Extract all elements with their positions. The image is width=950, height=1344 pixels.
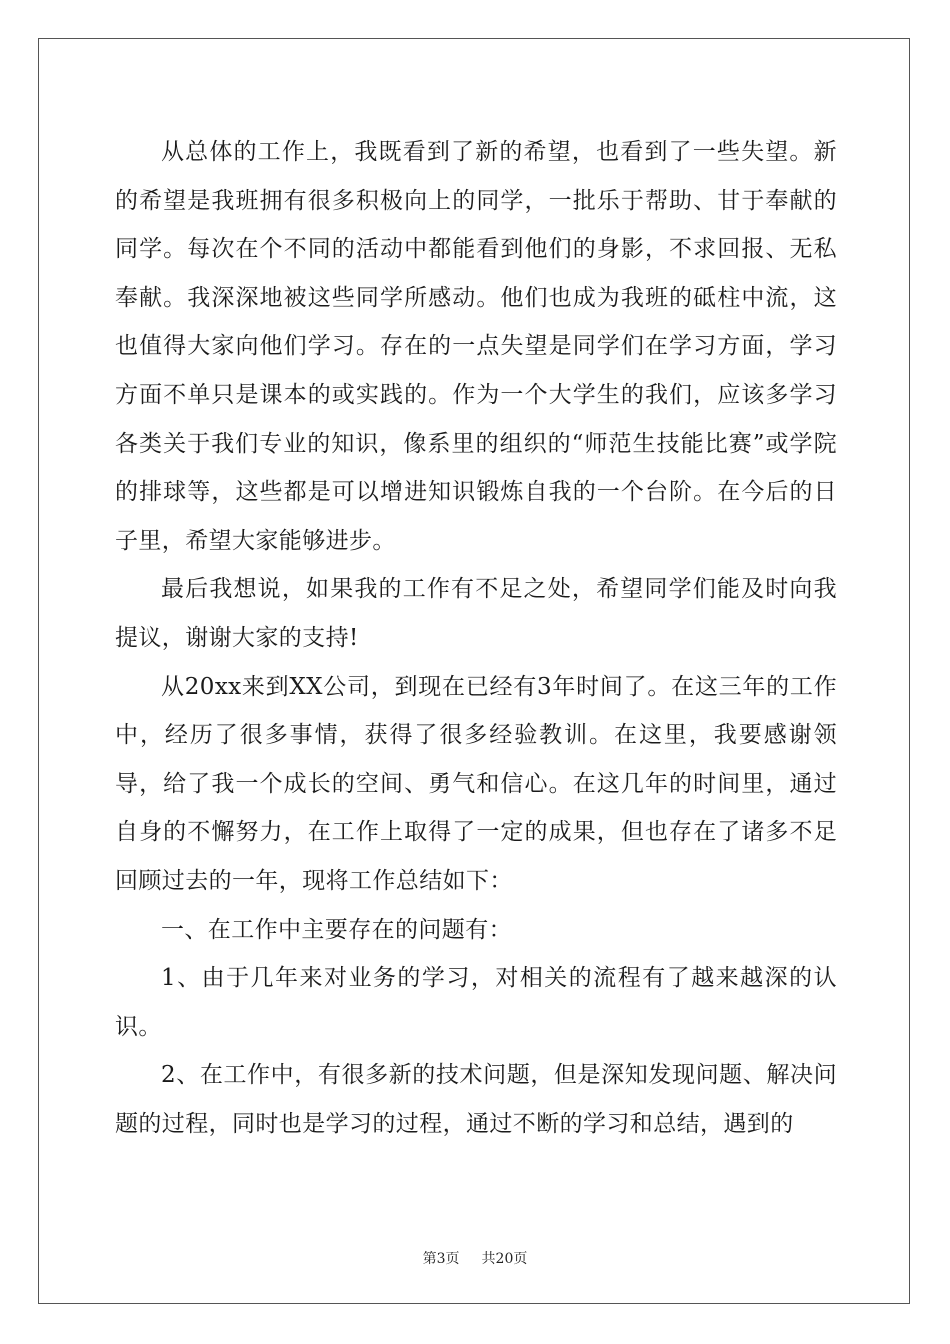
paragraph-closing-thanks: 最后我想说，如果我的工作有不足之处，希望同学们能及时向我提议，谢谢大家的支持!: [115, 576, 837, 651]
page-number: 第3页: [422, 1251, 460, 1267]
paragraph-item-1: 1、由于几年来对业务的学习，对相关的流程有了越来越深的认识。: [115, 965, 837, 1040]
paragraph-item-2: 2、在工作中，有很多新的技术问题，但是深知发现问题、解决问题的过程，同时也是学习的过程，通过不断的学习和总结，遇到的: [115, 1062, 837, 1137]
document-body: [115, 128, 837, 1148]
paragraph-class-reflection: 从总体的工作上，我既看到了新的希望，也看到了一些失望。新的希望是我班拥有很多积极向上的同学，一批乐于帮助、甘于奉献的同学。每次在个不同的活动中都能看到他们的身影，不求回报、无私奉献。我深深地被这些同学所感动。他们也成为我班的砥柱中流，这也值得大家向他们学习。存在的一点失望是同学们在学习方面，学习方面不单只是课本的或实践的。作为一个大学生的我们，应该多学习各类关于我们专业的知识，像系里的组织的“师范生技能比赛”或学院的排球等，这些都是可以增进知识锻炼自我的一个台阶。在今后的日子里，希望大家能够进步。: [115, 139, 837, 554]
page-footer: [0, 1248, 950, 1268]
paragraph-section-heading: 一、在工作中主要存在的问题有：: [161, 916, 512, 943]
page-total: 共20页: [481, 1251, 528, 1267]
paragraph-company-intro: 从20xx来到XX公司，到现在已经有3年时间了。在这三年的工作中，经历了很多事情，获得了很多经验教训。在这里，我要感谢领导，给了我一个成长的空间、勇气和信心。在这几年的时间里，通过自身的不懈努力，在工作上取得了一定的成果，但也存在了诸多不足回顾过去的一年，现将工作总结如下：: [115, 673, 837, 894]
